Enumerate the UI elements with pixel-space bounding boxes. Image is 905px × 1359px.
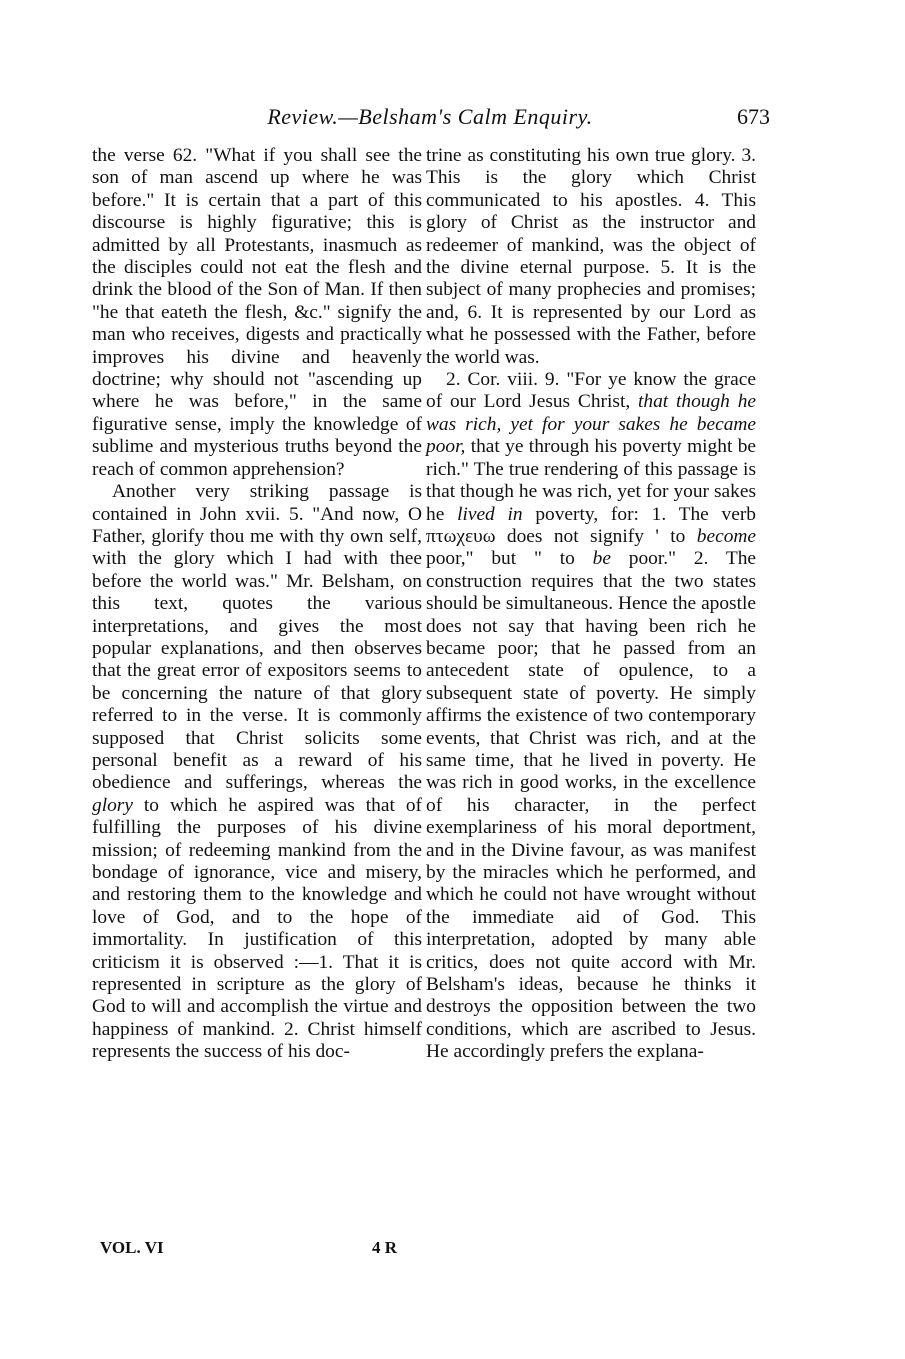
page-footer xyxy=(100,1238,420,1262)
right-p2-emphasis-2: lived in xyxy=(457,503,523,525)
left-paragraph-2 xyxy=(92,481,422,1064)
running-head: Review.—Belsham's Calm Enquiry. xyxy=(267,104,593,129)
left-column xyxy=(92,145,422,1064)
left-p2-text-b: to which he aspired was that of fulfilling the purposes of his divine mission; of redeeming mankind from the bondage of ignorance, vice and misery, and restoring them to the knowledge and love of God, and to the hope of immortality. In justification of this criticism it is observed :—1. That it is represented in scripture as the glory of God to will and accomplish the virtue and happiness of mankind. 2. Christ himself represents the success of his doc- xyxy=(92,794,422,1063)
page-number: 673 xyxy=(737,104,770,129)
right-paragraph-2 xyxy=(426,369,756,1064)
left-p2-emphasis: glory xyxy=(92,794,133,816)
right-p2-rest: poor." 2. The construction requires that the two states should be simultaneous. Hence the apostle does not say that having been rich he became poor; that he passed from an antecedent state of opulence, to a subsequent state of poverty. He simply affirms the existence of two contemporary events, that Christ was rich, and at the same time, that he lived in poverty. He was rich in good works, in the excellence of his character, in the perfect exemplariness of his moral deportment, and in the Divine favour, as was manifest by the miracles which he performed, and which he could not have wrought without the immediate aid of God. This interpretation, adopted by many able critics, does not quite accord with Mr. Belsham's ideas, because he thinks it destroys the opposition between the two conditions, which are ascribed to Jesus. He accordingly prefers the explana- xyxy=(426,548,756,1063)
left-paragraph-1: the verse 62. "What if you shall see the son of man ascend up where he was before." It is certain that a part of this discourse is highly figurative; this is admitted by all Protestants, inasmuch as the disciples could not eat the flesh and drink the blood of the Son of Man. If then "he that eateth the flesh, &c." signify the man who receives, digests and practically improves his divine and heavenly doctrine; why should not "ascending up where he was before," in the same figurative sense, imply the knowledge of sublime and mysterious truths beyond the reach of common apprehension? xyxy=(92,145,422,480)
right-p2-emphasis-1: that though he was rich, yet for your sakes he became poor, xyxy=(426,391,756,458)
right-p2-mid-1: that ye through his poverty might be rich." The true rendering of this passage is that though he was rich, yet for your sakes he xyxy=(426,436,756,525)
right-paragraph-1: trine as constituting his own true glory. 3. This is the glory which Christ communicated to his apostles. 4. This glory of Christ as the instructor and redeemer of mankind, was the object of the divine eternal purpose. 5. It is the subject of many prophecies and promises; and, 6. It is represented by our Lord as what he possessed with the Father, before the world was. xyxy=(426,145,756,368)
signature-mark: 4 R xyxy=(372,1238,398,1257)
volume-label: VOL. VI xyxy=(100,1238,164,1257)
right-p2-mid-3: poor," but " to xyxy=(426,548,593,570)
right-p2-emphasis-3: become xyxy=(696,525,756,547)
left-p2-text-a: Another very striking passage is contained in John xvii. 5. "And now, O Father, glorify thou me with thy own self, with the glory which I had with thee before the world was." Mr. Belsham, on this text, quotes the various interpretations, and gives the most popular explanations, and then observes that the great error of expositors seems to be concerning the nature of that glory referred to in the verse. It is commonly supposed that Christ solicits some personal benefit as a reward of his obedience and sufferings, whereas the xyxy=(92,481,422,794)
page-header xyxy=(90,100,770,140)
right-p2-emphasis-4: be xyxy=(592,548,611,570)
right-p2-mid-2: poverty, for: 1. The verb πτωχευω does not signify ' to xyxy=(426,503,756,547)
right-p2-intro: 2. Cor. viii. 9. "For ye know the grace of our Lord Jesus Christ, xyxy=(426,369,756,413)
right-column xyxy=(426,145,756,1064)
